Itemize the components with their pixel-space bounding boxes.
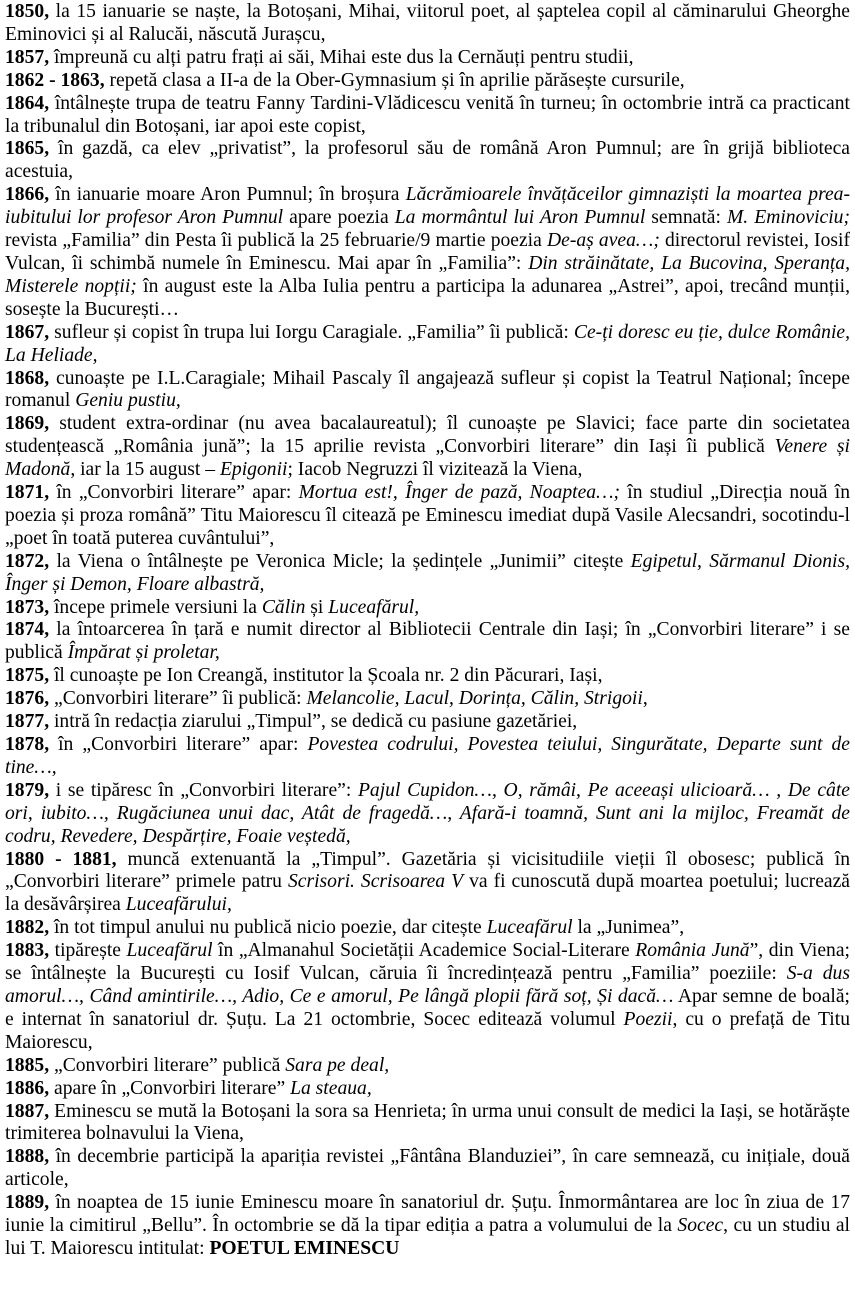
work-title: La steaua, xyxy=(290,1077,372,1099)
work-title: Socec xyxy=(677,1215,724,1237)
chronology-entry xyxy=(5,1192,850,1261)
entry-year: 1874, xyxy=(5,619,50,641)
chronology-entry xyxy=(5,482,850,551)
entry-text: apare în „Convorbiri literare” xyxy=(49,1077,291,1099)
chronology-entry xyxy=(5,597,850,620)
entry-text: va fi cunoscută după moartea poetului; lucrează la desăvârșirea xyxy=(5,871,850,916)
work-title: Ce-ți doresc eu ție, dulce Românie, La Heliade, xyxy=(5,321,850,366)
work-title: Geniu pustiu, xyxy=(75,390,181,412)
entry-text: directorul revistei, Iosif Vulcan, îi schimbă numele în Eminescu. Mai apar în „Familia”: xyxy=(5,230,850,274)
chronology-entry xyxy=(5,184,850,321)
entry-text: ; Iacob Negruzzi îl vizitează la Viena, xyxy=(287,459,583,481)
work-title: Luceafărul xyxy=(126,940,213,962)
work-title: Pajul Cupidon…, O, rămâi, Pe aceeași ulicioară… , De câte ori, iubito…, Rugăciunea unui dac, Atât de fragedă…, Afară-i toamnă, Sunt ani la mijloc, Freamăt de codru, Revedere, Despărțire, Foaie veștedă, xyxy=(5,779,850,847)
work-title: De-aș avea…; xyxy=(546,230,660,252)
chronology-entry xyxy=(5,138,850,184)
work-title: Luceafărului, xyxy=(125,894,232,916)
entry-text: în studiul „Direcția nouă în poezia și proza română” Titu Maiorescu îl citează pe Eminescu imediat după Vasile Alecsandri, socotindu-l „poet în toată puterea cuvântului”, xyxy=(5,482,850,549)
entry-text: i se tipăresc în „Convorbiri literare”: xyxy=(49,779,358,801)
entry-text: repetă clasa a II-a de la Ober-Gymnasium și în aprilie părăsește cursurile, xyxy=(104,69,685,91)
work-title: Egipetul, Sărmanul Dionis, Înger și Demon, Floare albastră, xyxy=(5,550,850,595)
chronology-entry xyxy=(5,551,850,597)
entry-year: 1888, xyxy=(5,1146,50,1168)
entry-year: 1867, xyxy=(5,321,50,343)
chronology-entry xyxy=(5,93,850,139)
work-title: Mortua est!, Înger de pază, Noaptea…; xyxy=(298,482,621,504)
work-title: Melancolie, Lacul, Dorința, Călin, Strigoii xyxy=(306,688,643,710)
entry-text: în „Almanahul Societății Academice Social-Literare xyxy=(212,940,636,962)
entry-text: cunoaște pe I.L.Caragiale; Mihail Pascaly îl angajează sufleur și copist la Teatrul Național; începe romanul xyxy=(5,367,850,412)
work-title: România Jună xyxy=(635,940,750,962)
entry-text: „Convorbiri literare” publică xyxy=(49,1054,286,1076)
work-title: Poezii xyxy=(623,1008,673,1030)
chronology-entry xyxy=(5,413,850,482)
entry-text: în tot timpul anului nu publică nicio poezie, dar citește xyxy=(49,917,487,939)
entry-text: ”, din Viena; se întâlnește la București cu Iosif Vulcan, căruia îi încredințează pentru „Familia” poeziile: xyxy=(5,940,850,985)
chronology-entry xyxy=(5,780,850,849)
entry-text: revista „Familia” din Pesta îi publică la 25 februarie/9 martie poezia xyxy=(5,230,547,252)
entry-year: 1868, xyxy=(5,367,50,389)
entry-text: „Convorbiri literare” îi publică: xyxy=(49,688,307,710)
chronology-entry xyxy=(5,1,850,47)
chronology-entry xyxy=(5,368,850,414)
entry-year: 1865, xyxy=(5,138,50,160)
entry-year: 1871, xyxy=(5,482,50,504)
entry-year: 1878, xyxy=(5,734,50,755)
entry-text: student extra-ordinar (nu avea bacalaureatul); îl cunoaște pe Slavici; face parte din societatea studențească „România jună”; la 15 aprilie revista „Convorbiri literare” din Iași îi publică xyxy=(5,413,850,458)
entry-text: în august este la Alba Iulia pentru a participa la adunarea „Astrei”, apoi, trecând munții, sosește la București… xyxy=(5,275,850,320)
entry-text: în noaptea de 15 iunie Eminescu moare în sanatoriul dr. Șuțu. Înmormântarea are loc în ziua de 17 iunie la cimitirul „Bellu”. În octombrie se dă la tipar ediția a patra a volumului de la xyxy=(5,1192,850,1237)
entry-text: la „Junimea”, xyxy=(572,917,685,939)
entry-year: 1875, xyxy=(5,665,50,687)
chronology-entry xyxy=(5,711,850,734)
entry-year: 1887, xyxy=(5,1100,50,1122)
entry-year: 1886, xyxy=(5,1077,50,1099)
entry-text: , xyxy=(642,688,648,710)
work-title: Lăcrămioarele învățăceilor gimnaziști la moartea prea-iubitului lor profesor Aron Pumnul xyxy=(5,184,851,229)
chronology-entry xyxy=(5,322,850,368)
chronology-entry xyxy=(5,1101,850,1147)
entry-text: începe primele versiuni la xyxy=(49,596,262,618)
entry-year: 1873, xyxy=(5,596,50,618)
work-title: Luceafărul, xyxy=(328,596,420,618)
entry-year: 1872, xyxy=(5,550,50,572)
entry-text: sufleur și copist în trupa lui Iorgu Caragiale. „Familia” îi publică: xyxy=(49,321,574,343)
entry-text: la întoarcerea în țară e numit director al Bibliotecii Centrale din Iași; în „Convorbiri literare” i se publică xyxy=(5,619,850,664)
work-title: Călin xyxy=(261,596,306,618)
work-title: Din străinătate, La Bucovina, Speranța, Misterele nopții; xyxy=(5,252,851,297)
chronology-entry xyxy=(5,1055,850,1078)
work-title: M. Eminoviciu; xyxy=(726,207,850,229)
work-title: S-a dus amorul…, Când amintirile…, Adio, Ce e amorul, Pe lângă plopii fără soț, Și dacă… xyxy=(5,963,850,1007)
chronology-entry xyxy=(5,734,850,780)
entry-text: Eminescu se mută la Botoșani la sora sa Henrieta; în urma unui consult de medici la Iași, se hotărăște trimiterea bolnavului la Viena, xyxy=(5,1100,850,1145)
chronology-entry xyxy=(5,665,850,688)
work-title: La mormântul lui Aron Pumnul xyxy=(394,207,646,229)
entry-year: 1885, xyxy=(5,1054,50,1076)
work-title: Epigonii xyxy=(219,459,288,481)
entry-text: în decembrie participă la apariția revistei „Fântâna Blanduziei”, în care semnează, cu inițiale, două articole, xyxy=(5,1146,850,1191)
chronology-entry xyxy=(5,940,850,1055)
entry-year: 1862 - 1863, xyxy=(5,69,105,91)
entry-text: la 15 ianuarie se naște, la Botoșani, Mihai, viitorul poet, al șaptelea copil al căminarului Gheorghe Eminovici și al Ralucăi, născută Jurașcu, xyxy=(5,1,850,45)
entry-text: întâlnește trupa de teatru Fanny Tardini-Vlădicescu venită în turneu; în octombrie intră ca practicant la tribunalul din Botoșani, iar apoi este copist, xyxy=(5,92,850,137)
entry-text: la Viena o întâlnește pe Veronica Micle; la ședințele „Junimii” citește xyxy=(49,550,631,572)
work-title: Scrisori. Scrisoarea V xyxy=(287,871,464,893)
entry-text: semnată: xyxy=(645,207,727,229)
entry-text: tipărește xyxy=(49,940,127,962)
entry-text: împreună cu alți patru frați ai săi, Mihai este dus la Cernăuți pentru studii, xyxy=(49,46,634,68)
entry-year: 1882, xyxy=(5,917,50,939)
entry-year: 1864, xyxy=(5,92,50,114)
entry-text: îl cunoaște pe Ion Creangă, institutor la Școala nr. 2 din Păcurari, Iași, xyxy=(49,665,603,687)
entry-year: 1889, xyxy=(5,1192,50,1214)
entry-text: în „Convorbiri literare” apar: xyxy=(49,482,299,504)
entry-text: în „Convorbiri literare” apar: xyxy=(49,734,308,755)
chronology-entry xyxy=(5,70,850,93)
entry-text: în gazdă, ca elev „privatist”, la profesorul său de română Aron Pumnul; are în grijă biblioteca acestuia, xyxy=(5,138,850,183)
entry-text: Apar semne de boală; e internat în sanatoriul dr. Șuțu. La 21 octombrie, Socec editează volumul xyxy=(5,985,850,1030)
chronology-entry xyxy=(5,1078,850,1101)
entry-year: 1877, xyxy=(5,711,50,733)
entry-text: în ianuarie moare Aron Pumnul; în broșura xyxy=(49,184,406,206)
chronology-entry xyxy=(5,47,850,70)
chronology-entry xyxy=(5,849,850,918)
chronology-entry xyxy=(5,619,850,665)
entry-year: 1883, xyxy=(5,940,50,962)
emphasized-title: POETUL EMINESCU xyxy=(209,1237,400,1259)
entry-text: , iar la 15 august – xyxy=(70,459,220,481)
entry-year: 1850, xyxy=(5,1,50,22)
work-title: Povestea codrului, Povestea teiului, Singurătate, Departe sunt de tine…, xyxy=(5,734,850,778)
work-title: Venere și Madonă xyxy=(5,436,850,481)
entry-year: 1879, xyxy=(5,779,50,801)
entry-text: și xyxy=(305,596,329,618)
entry-text: intră în redacția ziarului „Timpul”, se dedică cu pasiune gazetăriei, xyxy=(49,711,578,733)
chronology-entry xyxy=(5,688,850,711)
work-title: Împărat și proletar, xyxy=(67,642,220,664)
entry-year: 1876, xyxy=(5,688,50,710)
work-title: Luceafărul xyxy=(486,917,573,939)
entry-text: apare poezia xyxy=(283,207,395,229)
chronology-entry xyxy=(5,917,850,940)
entry-year: 1857, xyxy=(5,46,50,68)
entry-text: , cu un studiu al lui T. Maiorescu intitulat: xyxy=(5,1215,850,1259)
entry-year: 1869, xyxy=(5,413,50,435)
entry-text: , cu o prefață de Titu Maiorescu, xyxy=(5,1008,850,1053)
chronology-entry xyxy=(5,1146,850,1192)
work-title: Sara pe deal, xyxy=(285,1054,390,1076)
entry-year: 1880 - 1881, xyxy=(5,848,117,870)
entry-year: 1866, xyxy=(5,184,50,206)
entry-text: muncă extenuantă la „Timpul”. Gazetăria și vicisitudiile vieții îl obosesc; publică în „Convorbiri literare” primele patru xyxy=(5,848,850,893)
